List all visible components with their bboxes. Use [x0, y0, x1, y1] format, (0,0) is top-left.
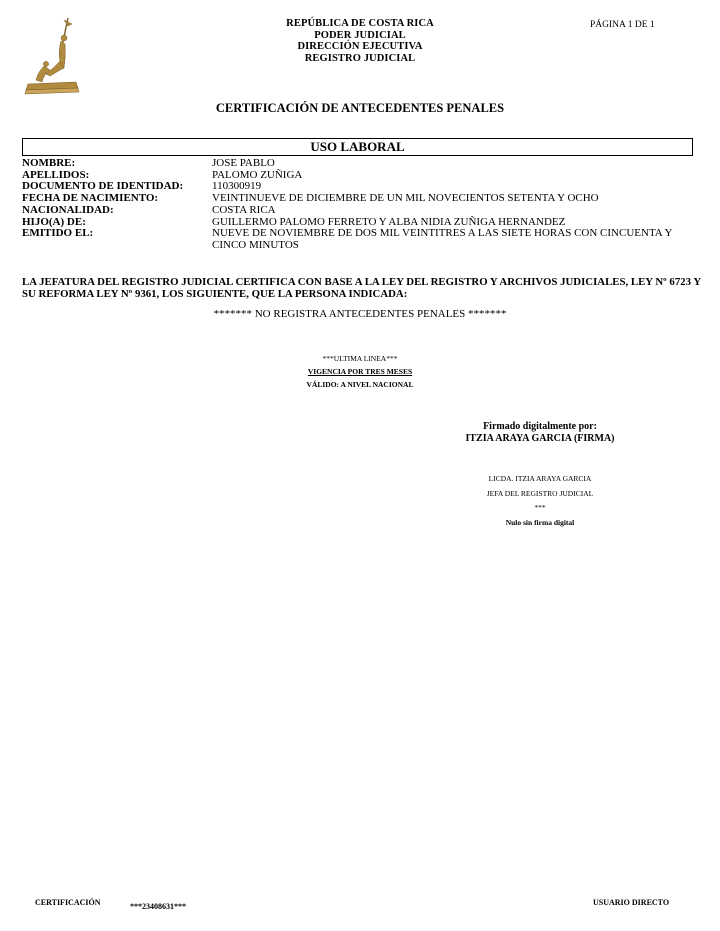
- field-row-emitido-el: [22, 228, 702, 251]
- header-line-country: REPÚBLICA DE COSTA RICA: [286, 18, 434, 29]
- signature-caption: Firmado digitalmente por:: [483, 421, 597, 432]
- field-value: COSTA RICA: [212, 203, 276, 216]
- signer-name: LICDA. ITZIA ARAYA GARCIA: [488, 474, 592, 483]
- footer-certification-number: ***23408631***: [130, 902, 186, 911]
- last-line-marker: ***ULTIMA LINEA***: [322, 354, 398, 363]
- section-box: [22, 138, 693, 156]
- field-value: VEINTINUEVE DE DICIEMBRE DE UN MIL NOVECIENTOS SETENTA Y OCHO: [212, 192, 599, 205]
- field-value: GUILLERMO PALOMO FERRETO Y ALBA NIDIA ZUÑIGA HERNANDEZ: [212, 215, 566, 228]
- field-row-nombre: [22, 158, 702, 170]
- field-label: HIJO(A) DE:: [22, 215, 86, 228]
- header-line-registry: REGISTRO JUDICIAL: [304, 52, 416, 64]
- footer-user-type: USUARIO DIRECTO: [593, 898, 670, 907]
- field-row-nacionalidad: [22, 205, 702, 217]
- null-without-signature: Nulo sin firma digital: [505, 517, 575, 527]
- result-no-record: ******* NO REGISTRA ANTECEDENTES PENALES *******: [213, 308, 507, 320]
- document-title: CERTIFICACIÓN DE ANTECEDENTES PENALES: [215, 101, 505, 115]
- field-value: JOSE PABLO: [212, 157, 275, 169]
- signer-position: JEFA DEL REGISTRO JUDICIAL: [486, 488, 594, 498]
- validity-period: VIGENCIA POR TRES MESES: [307, 367, 413, 376]
- field-value: 110300919: [212, 180, 262, 193]
- signer-block: [410, 472, 670, 530]
- footer-certification-label: CERTIFICACIÓN: [35, 898, 101, 907]
- field-label: FECHA DE NACIMIENTO:: [22, 192, 159, 205]
- field-label: DOCUMENTO DE IDENTIDAD:: [22, 180, 184, 193]
- validity-scope: VÁLIDO: A NIVEL NACIONAL: [306, 380, 414, 389]
- signature-signer: ITZIA ARAYA GARCIA (FIRMA): [465, 433, 615, 444]
- field-label: APELLIDOS:: [22, 168, 90, 181]
- digital-signature: [410, 421, 670, 445]
- signer-stars: ***: [534, 503, 546, 512]
- field-label: EMITIDO EL:: [22, 227, 94, 240]
- field-label: NOMBRE:: [22, 157, 76, 169]
- field-value: PALOMO ZUÑIGA: [212, 168, 303, 181]
- header-line-branch: PODER JUDICIAL: [314, 29, 406, 41]
- personal-data: [22, 158, 702, 252]
- section-title: USO LABORAL: [310, 139, 405, 154]
- certification-statement: LA JEFATURA DEL REGISTRO JUDICIAL CERTIFICA CON BASE A LA LEY DEL REGISTRO Y ARCHIVOS JUDICIALES, LEY Nº 6723 Y SU REFORMA LEY Nº 9361, LOS SIGUIENTE, QUE LA PERSONA INDICADA:: [22, 276, 701, 300]
- header-line-direction: DIRECCIÓN EJECUTIVA: [297, 41, 423, 52]
- field-value: NUEVE DE NOVIEMBRE DE DOS MIL VEINTITRES A LAS SIETE HORAS CON CINCUENTA Y CINCO MINUTOS: [212, 227, 672, 251]
- field-label: NACIONALIDAD:: [22, 203, 114, 216]
- field-row-fecha-nacimiento: [22, 193, 702, 205]
- page-indicator: PÁGINA 1 DE 1: [590, 20, 655, 30]
